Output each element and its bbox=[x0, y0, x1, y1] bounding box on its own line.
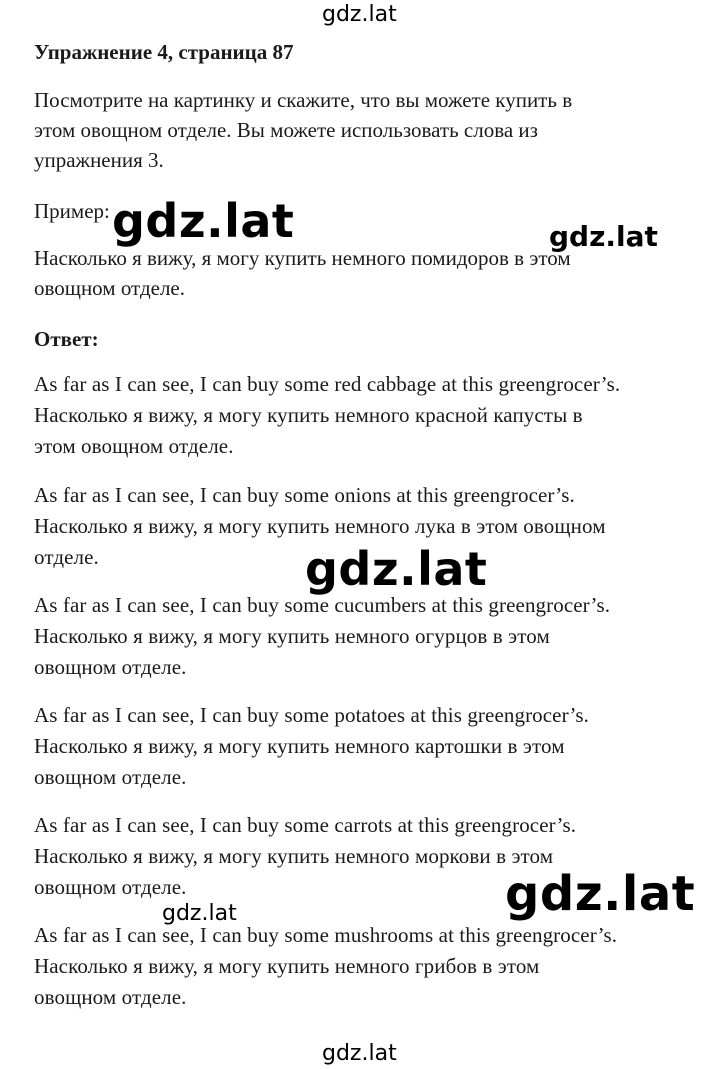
answer-russian: Насколько я вижу, я могу купить немного огурцов в этом bbox=[34, 624, 550, 648]
exercise-title: Упражнение 4, страница 87 bbox=[34, 40, 294, 64]
answer-russian: Насколько я вижу, я могу купить немного грибов в этом bbox=[34, 954, 540, 978]
answer-english: As far as I can see, I can buy some cucumbers at this greengrocer’s. bbox=[34, 593, 611, 617]
watermark-medium: gdz.lat bbox=[549, 220, 658, 253]
answer-item bbox=[34, 700, 704, 793]
answer-russian: отделе. bbox=[34, 545, 99, 569]
answer-russian: Насколько я вижу, я могу купить немного красной капусты в bbox=[34, 403, 583, 427]
answer-russian: овощном отделе. bbox=[34, 985, 187, 1009]
watermark-large: gdz.lat bbox=[505, 866, 696, 922]
answer-english: As far as I can see, I can buy some potatoes at this greengrocer’s. bbox=[34, 703, 590, 727]
answer-russian: Насколько я вижу, я могу купить немного лука в этом овощном bbox=[34, 514, 606, 538]
answer-item bbox=[34, 590, 704, 683]
answer-english: As far as I can see, I can buy some onions at this greengrocer’s. bbox=[34, 483, 575, 507]
example-label: Пример: bbox=[34, 199, 110, 223]
example-line: Насколько я вижу, я могу купить немного помидоров в этом bbox=[34, 246, 571, 270]
task-line: упражнения 3. bbox=[34, 148, 164, 172]
task-line: этом овощном отделе. Вы можете использовать слова из bbox=[34, 118, 538, 142]
watermark-large: gdz.lat bbox=[112, 194, 295, 248]
task-text bbox=[34, 85, 694, 175]
answer-russian: этом овощном отделе. bbox=[34, 434, 234, 458]
answer-english: As far as I can see, I can buy some red cabbage at this greengrocer’s. bbox=[34, 372, 621, 396]
watermark-large: gdz.lat bbox=[305, 542, 488, 596]
answer-russian: овощном отделе. bbox=[34, 655, 187, 679]
answer-russian: Насколько я вижу, я могу купить немного моркови в этом bbox=[34, 844, 554, 868]
example-line: овощном отделе. bbox=[34, 276, 185, 300]
watermark-small: gdz.lat bbox=[162, 901, 237, 926]
answer-english: As far as I can see, I can buy some carrots at this greengrocer’s. bbox=[34, 813, 577, 837]
answer-russian: Насколько я вижу, я могу купить немного картошки в этом bbox=[34, 734, 565, 758]
answer-english: As far as I can see, I can buy some mushrooms at this greengrocer’s. bbox=[34, 923, 618, 947]
answer-item bbox=[34, 369, 704, 462]
answer-label: Ответ: bbox=[34, 327, 99, 351]
answer-russian: овощном отделе. bbox=[34, 875, 187, 899]
watermark-bottom: gdz.lat bbox=[322, 1041, 397, 1066]
answer-item bbox=[34, 920, 704, 1013]
task-line: Посмотрите на картинку и скажите, что вы можете купить в bbox=[34, 88, 573, 112]
watermark-top: gdz.lat bbox=[322, 2, 397, 27]
answer-russian: овощном отделе. bbox=[34, 765, 187, 789]
